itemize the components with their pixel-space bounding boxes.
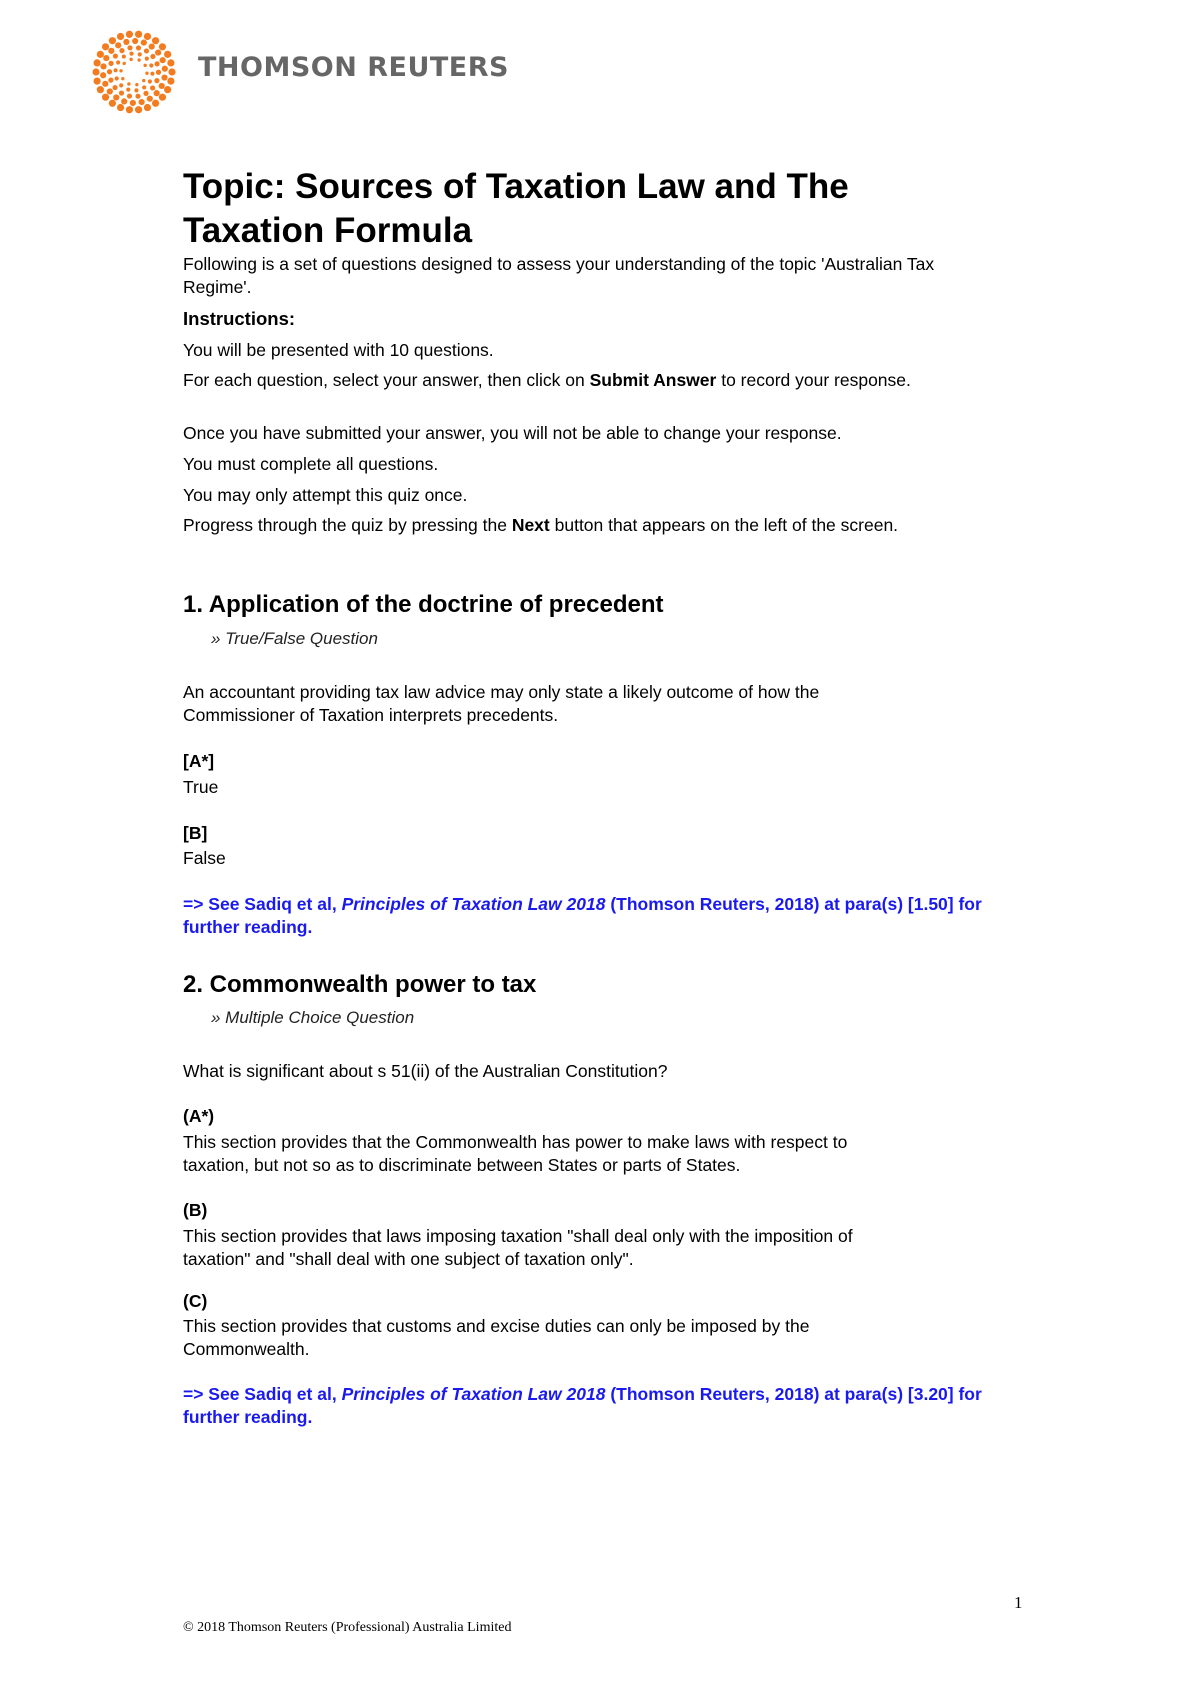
option-label: (A*) [183, 1106, 215, 1126]
page-number: 1 [1014, 1593, 1023, 1612]
option-label: [B] [183, 823, 208, 843]
question-heading: 1. Application of the doctrine of precedent [183, 591, 664, 618]
copyright-notice: © 2018 Thomson Reuters (Professional) Australia Limited [183, 1620, 512, 1635]
logo-dot-ring-icon [92, 30, 176, 114]
instruction-line: You will be presented with 10 questions. [183, 340, 494, 360]
logo-wordmark: THOMSON REUTERS [198, 52, 509, 83]
submit-answer-ref: Submit Answer [589, 370, 717, 390]
instruction-line: You must complete all questions. [183, 454, 439, 474]
option-label: (B) [183, 1200, 208, 1220]
option-label: [A*] [183, 751, 215, 771]
thomson-reuters-logo [92, 30, 552, 114]
option-label: (C) [183, 1291, 208, 1311]
instructions-heading: Instructions: [183, 308, 296, 329]
instruction-line: Progress through the quiz by pressing the Next button that appears on the left of the screen. [183, 515, 899, 535]
option-text: This section provides that laws imposing taxation "shall deal only with the imposition of taxation" and "shall deal with one subject of taxation only". [183, 1226, 853, 1269]
option-text: This section provides that the Commonwealth has power to make laws with respect to taxation, but not so as to discriminate between States or parts of States. [183, 1132, 848, 1175]
further-reading-link[interactable]: => See Sadiq et al, Principles of Taxation Law 2018 (Thomson Reuters, 2018) at para(s) [3.20] for further reading. [183, 1384, 982, 1427]
intro-paragraph: Following is a set of questions designed to assess your understanding of the topic 'Australian Tax Regime'. [183, 254, 935, 297]
page-title: Topic: Sources of Taxation Law and The Taxation Formula [183, 167, 849, 250]
further-reading-link[interactable]: => See Sadiq et al, Principles of Taxation Law 2018 (Thomson Reuters, 2018) at para(s) [1.50] for further reading. [183, 894, 982, 937]
option-text: False [183, 848, 226, 868]
instruction-line: For each question, select your answer, then click on Submit Answer to record your response. [183, 370, 911, 390]
instruction-line: Once you have submitted your answer, you will not be able to change your response. [183, 423, 842, 443]
question-type: » Multiple Choice Question [211, 1008, 415, 1027]
question-type: » True/False Question [211, 629, 378, 648]
option-text: This section provides that customs and excise duties can only be imposed by the Commonwealth. [183, 1316, 810, 1359]
instruction-line: You may only attempt this quiz once. [183, 485, 468, 505]
question-heading: 2. Commonwealth power to tax [183, 971, 537, 998]
next-ref: Next [511, 515, 550, 535]
question-text: What is significant about s 51(ii) of the Australian Constitution? [183, 1061, 668, 1081]
question-text: An accountant providing tax law advice may only state a likely outcome of how the Commissioner of Taxation interprets precedents. [183, 682, 820, 725]
option-text: True [183, 777, 219, 797]
